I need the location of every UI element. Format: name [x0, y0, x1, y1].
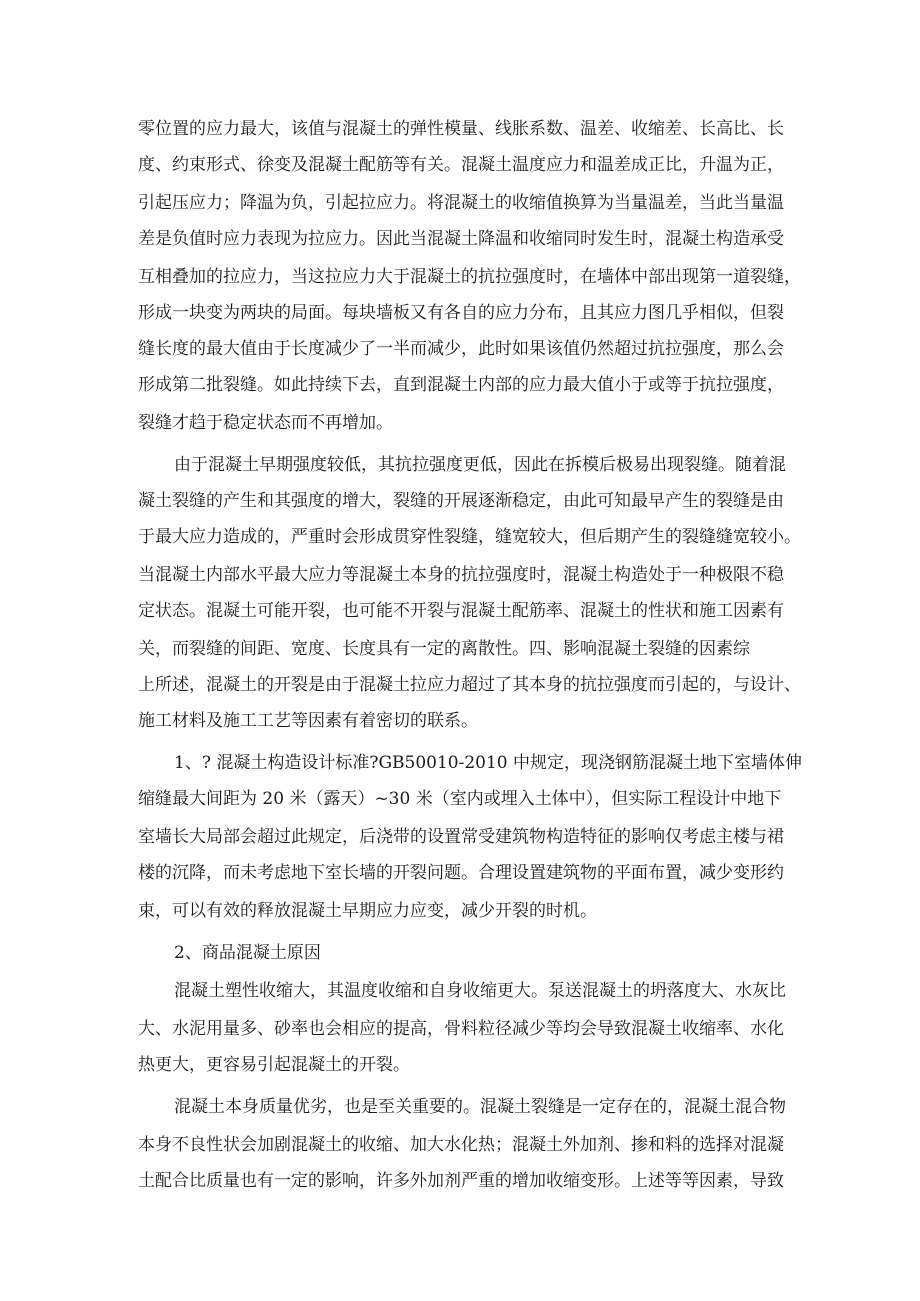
body-text-line: 上所述，混凝土的开裂是由于混凝土拉应力超过了其本身的抗拉强度而引起的，与设计、 [138, 675, 801, 695]
body-text-line: 差是负值时应力表现为拉应力。因此当混凝土降温和收缩同时发生时，混凝土构造承受 [138, 229, 784, 249]
body-text-line: 当混凝土内部水平最大应力等混凝土本身的抗拉强度时，混凝土构造处于一种极限不稳 [138, 565, 784, 585]
body-text-line: 缝长度的最大值由于长度减少了一半而减少，此时如果该值仍然超过抗拉强度，那么会 [138, 339, 784, 359]
section-heading: 2、商品混凝土原因 [174, 943, 321, 963]
paragraph-first-line: 由于混凝土早期强度较低，其抗拉强度更低，因此在拆模后极易出现裂缝。随着混 [174, 455, 786, 475]
body-text-line: 引起压应力；降温为负，引起拉应力。将混凝土的收缩值换算为当量温差，当此当量温 [138, 193, 784, 213]
body-text-line: 室墙长大局部会超过此规定，后浇带的设置常受建筑物构造特征的影响仅考虑主楼与裙 [138, 827, 784, 847]
body-text-line: 裂缝才趋于稳定状态而不再增加。 [138, 413, 393, 433]
body-text-line: 关，而裂缝的间距、宽度、长度具有一定的离散性。四、影响混凝土裂缝的因素综 [138, 639, 750, 659]
body-text-line: 缩缝最大间距为 20 米（露天）~30 米（室内或埋入土体中），但实际工程设计中地下 [138, 789, 782, 809]
body-text-line: 于最大应力造成的，严重时会形成贯穿性裂缝，缝宽较大，但后期产生的裂缝缝宽较小。 [138, 527, 801, 547]
paragraph-first-line: 混凝土塑性收缩大，其温度收缩和自身收缩更大。泵送混凝土的坍落度大、水灰比 [174, 981, 786, 1001]
body-text-line: 大、水泥用量多、砂率也会相应的提高，骨料粒径减少等均会导致混凝土收缩率、水化 [138, 1019, 784, 1039]
body-text-line: 热更大，更容易引起混凝土的开裂。 [138, 1055, 410, 1075]
body-text-line: 零位置的应力最大，该值与混凝土的弹性模量、线胀系数、温差、收缩差、长高比、长 [138, 119, 784, 139]
body-text-line: 定状态。混凝土可能开裂，也可能不开裂与混凝土配筋率、混凝土的性状和施工因素有 [138, 601, 784, 621]
paragraph-first-line: 混凝土本身质量优劣，也是至关重要的。混凝土裂缝是一定存在的，混凝土混合物 [174, 1097, 786, 1117]
body-text-line: 形成第二批裂缝。如此持续下去，直到混凝土内部的应力最大值小于或等于抗拉强度， [138, 375, 784, 395]
body-text-line: 楼的沉降，而未考虑地下室长墙的开裂问题。合理设置建筑物的平面布置，减少变形约 [138, 863, 784, 883]
body-text-line: 束，可以有效的释放混凝土早期应力应变，减少开裂的时机。 [138, 901, 597, 921]
body-text-line: 形成一块变为两块的局面。每块墙板又有各自的应力分布，且其应力图几乎相似，但裂 [138, 303, 784, 323]
body-text-line: 施工材料及施工工艺等因素有着密切的联系。 [138, 711, 478, 731]
body-text-line: 度、约束形式、徐变及混凝土配筋等有关。混凝土温度应力和温差成正比，升温为正， [138, 155, 784, 175]
body-text-line: 互相叠加的拉应力，当这拉应力大于混凝土的抗拉强度时，在墙体中部出现第一道裂缝， [138, 267, 801, 287]
body-text-line: 凝土裂缝的产生和其强度的增大，裂缝的开展逐渐稳定，由此可知最早产生的裂缝是由 [138, 491, 784, 511]
paragraph-first-line: 1、? 混凝土构造设计标准?GB50010-2010 中规定，现浇钢筋混凝土地下室墙体伸 [174, 753, 803, 773]
body-text-line: 本身不良性状会加剧混凝土的收缩、加大水化热；混凝土外加剂、掺和料的选择对混凝 [138, 1135, 784, 1155]
body-text-line: 土配合比质量也有一定的影响，许多外加剂严重的增加收缩变形。上述等等因素，导致 [138, 1171, 784, 1191]
